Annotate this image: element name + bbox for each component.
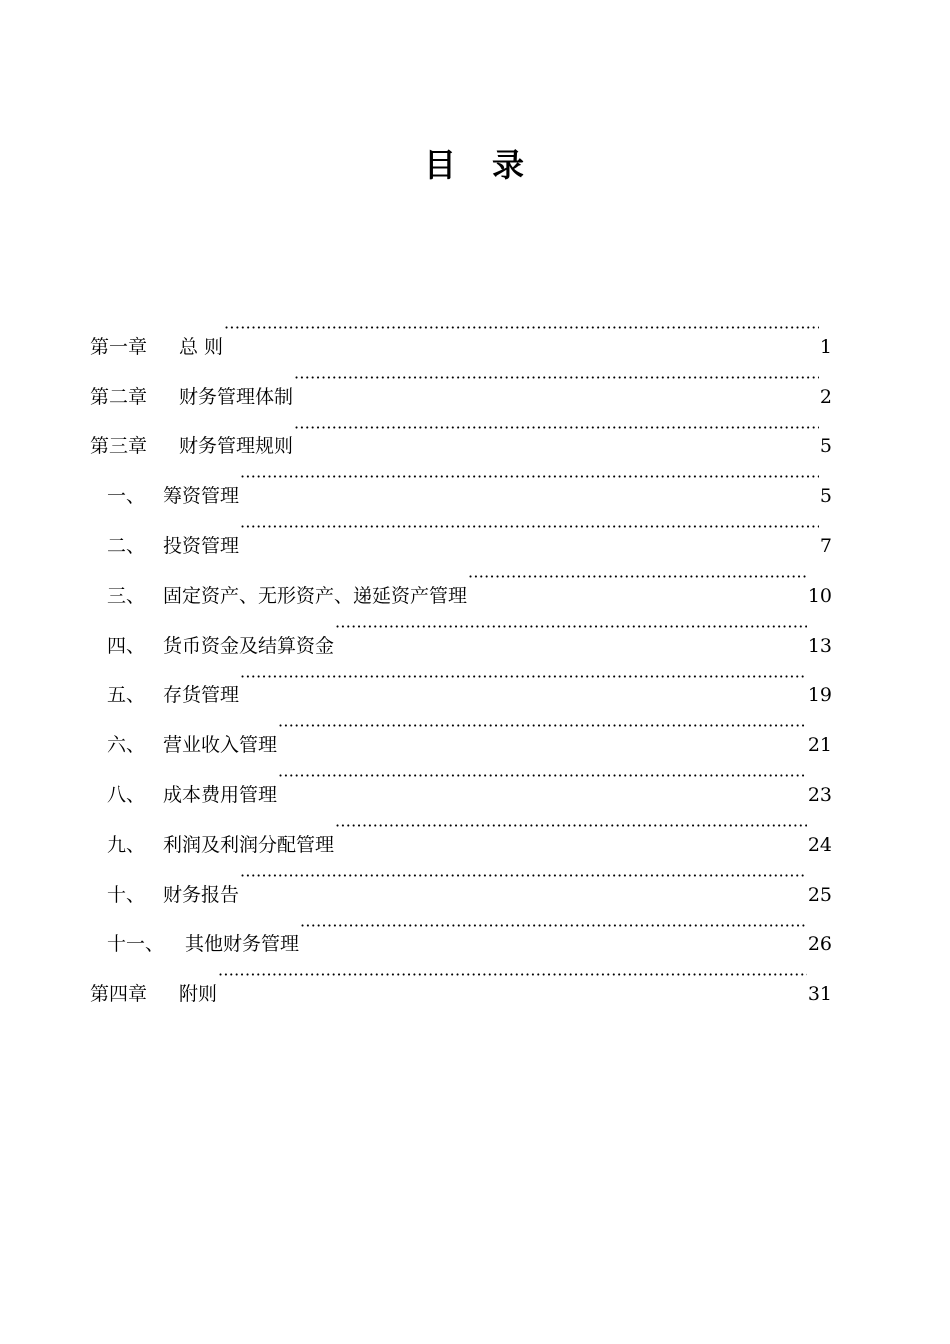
toc-entry-number: 六、 bbox=[107, 734, 146, 757]
toc-entry-number: 十、 bbox=[107, 883, 146, 906]
toc-entry-number: 二、 bbox=[107, 534, 146, 557]
toc-entry-title: 存货管理 bbox=[163, 684, 240, 707]
toc-entry-number: 十一、 bbox=[107, 933, 165, 956]
toc-entry-title: 其他财务管理 bbox=[185, 933, 300, 956]
toc-entry-number: 八、 bbox=[107, 783, 146, 806]
dot-leader bbox=[468, 552, 807, 602]
toc-entry-number: 第四章 bbox=[90, 983, 148, 1006]
dot-leader bbox=[300, 901, 807, 951]
toc-entry-page: 21 bbox=[807, 734, 832, 757]
toc-entry-number: 九、 bbox=[107, 833, 146, 856]
toc-entry-number: 第三章 bbox=[90, 435, 148, 458]
toc-entry-page: 23 bbox=[807, 783, 832, 806]
toc-entry-title: 财务管理体制 bbox=[179, 385, 294, 408]
dot-leader bbox=[335, 801, 807, 851]
toc-entry-title: 固定资产、无形资产、递延资产管理 bbox=[163, 584, 468, 607]
toc-entry-number: 五、 bbox=[107, 684, 146, 707]
dot-leader bbox=[294, 403, 819, 453]
toc-entry-title: 营业收入管理 bbox=[163, 734, 278, 757]
toc-entry-page: 31 bbox=[807, 983, 832, 1006]
toc-entry-chapter-1[interactable] bbox=[90, 303, 832, 358]
toc-entry-page: 19 bbox=[807, 684, 832, 707]
toc-entry-title: 利润及利润分配管理 bbox=[163, 833, 335, 856]
toc-entry-number: 第二章 bbox=[90, 385, 148, 408]
toc-entry-page: 7 bbox=[819, 534, 832, 557]
dot-leader bbox=[240, 851, 807, 901]
toc-entry-page: 10 bbox=[807, 584, 832, 607]
toc-entry-page: 24 bbox=[807, 833, 832, 856]
dot-leader bbox=[240, 652, 807, 702]
dot-leader bbox=[294, 353, 819, 403]
dot-leader bbox=[224, 303, 819, 353]
dot-leader bbox=[240, 502, 819, 552]
dot-leader bbox=[278, 751, 807, 801]
toc-entry-page: 5 bbox=[819, 435, 832, 458]
toc-entry-page: 5 bbox=[819, 485, 832, 508]
dot-leader bbox=[218, 950, 807, 1000]
toc-entry-page: 1 bbox=[819, 335, 832, 358]
toc-entry-title: 筹资管理 bbox=[163, 485, 240, 508]
toc-entry-title: 总 则 bbox=[179, 335, 224, 358]
toc-entry-page: 13 bbox=[807, 634, 832, 657]
toc-entry-number: 一、 bbox=[107, 485, 146, 508]
toc-entry-number: 第一章 bbox=[90, 335, 148, 358]
page-title: 目 录 bbox=[423, 146, 526, 184]
dot-leader bbox=[240, 452, 819, 502]
toc-entry-number: 四、 bbox=[107, 634, 146, 657]
toc-entry-title: 财务报告 bbox=[163, 883, 240, 906]
dot-leader bbox=[335, 602, 807, 652]
table-of-contents bbox=[90, 303, 832, 1006]
toc-entry-title: 成本费用管理 bbox=[163, 783, 278, 806]
toc-entry-title: 投资管理 bbox=[163, 534, 240, 557]
toc-entry-title: 附则 bbox=[179, 983, 218, 1006]
toc-entry-page: 2 bbox=[819, 385, 832, 408]
toc-entry-page: 25 bbox=[807, 883, 832, 906]
toc-entry-number: 三、 bbox=[107, 584, 146, 607]
toc-entry-title: 货币资金及结算资金 bbox=[163, 634, 335, 657]
toc-entry-page: 26 bbox=[807, 933, 832, 956]
dot-leader bbox=[278, 701, 807, 751]
toc-entry-title: 财务管理规则 bbox=[179, 435, 294, 458]
